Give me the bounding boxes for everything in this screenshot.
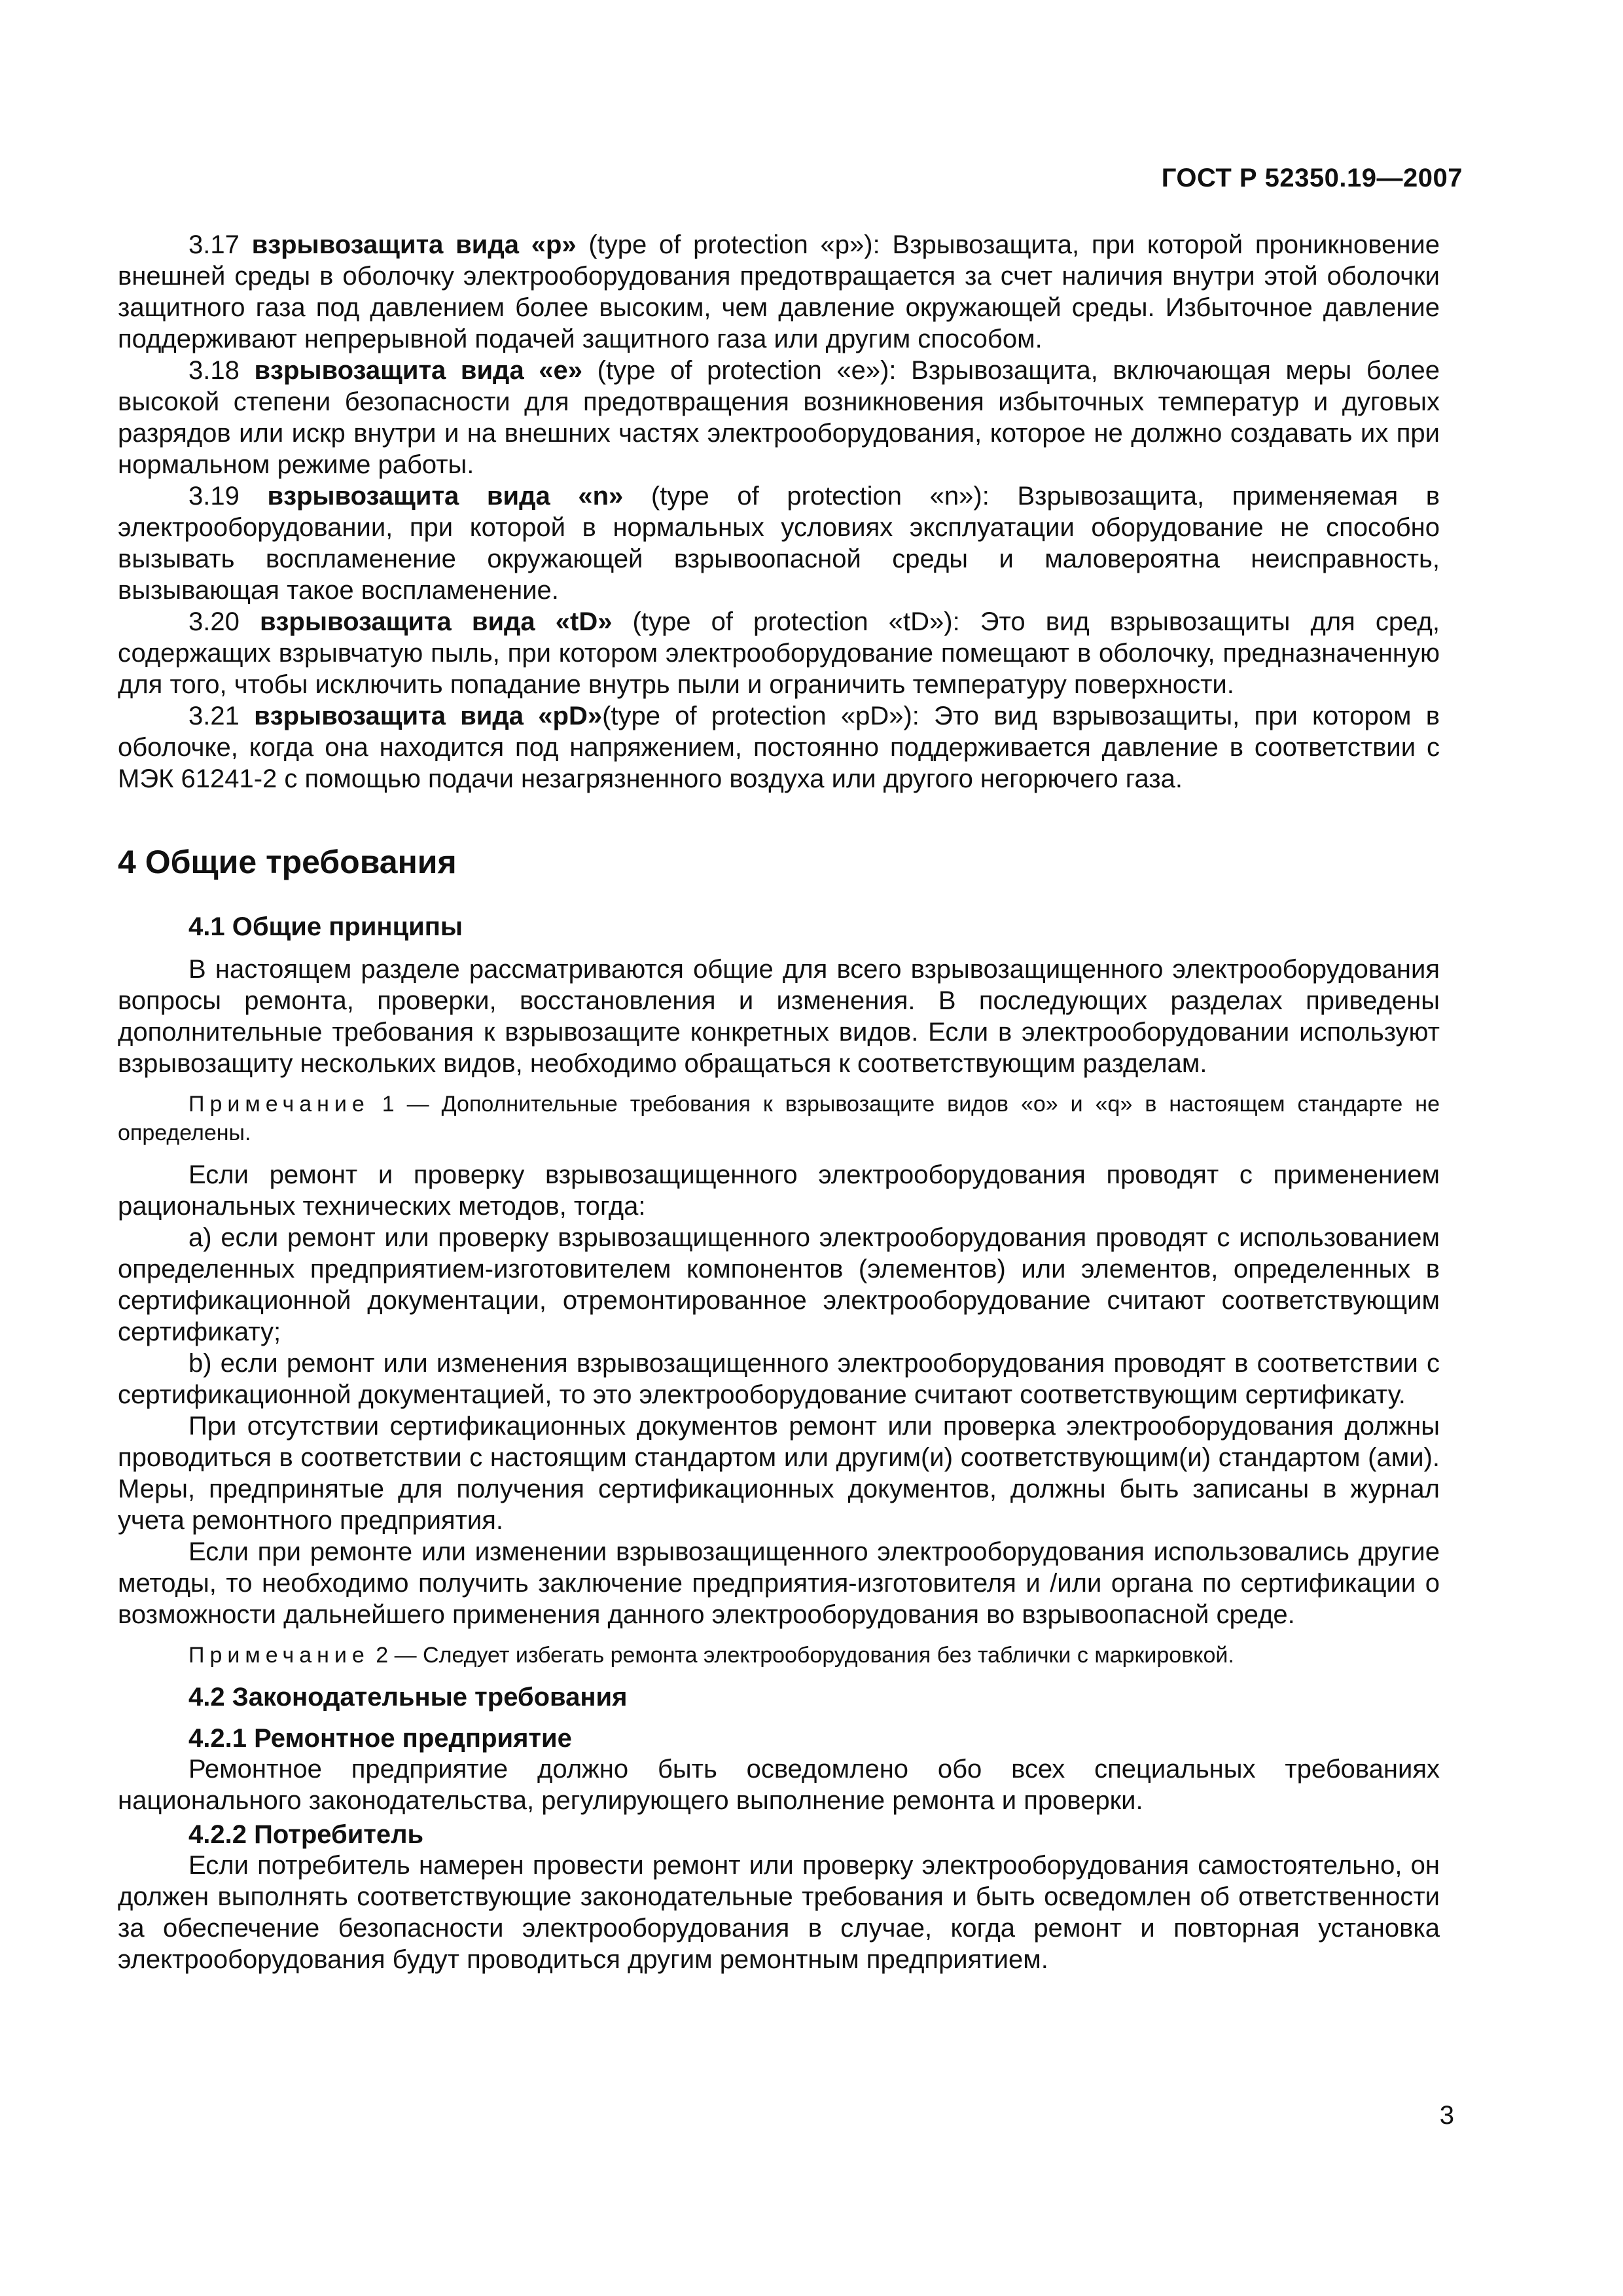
definition-text: (type of protection «n»): Взрывозащита, применяемая в электрооборудовании, при которой в нормальных условиях эксплуатации оборудование не способно вызывать воспламенение окружающей взрывоопасной среды и маловероятна неисправность, вызывающая такое воспламенение.: [118, 482, 1440, 605]
document-code: ГОСТ Р 52350.19—2007: [1161, 164, 1463, 192]
definition-text: (type of protection «е»): Взрывозащита, включающая меры более высокой степени безопасности для предотвращения возникновения избыточных температур и дуговых разрядов или искр внутри и на внешних частях электрооборудования, которое не должно создавать их при нормальном режиме работы.: [118, 356, 1440, 479]
note-text: 1 — Дополнительные требования к взрывозащите видов «о» и «q» в настоящем стандарте не определены.: [118, 1092, 1440, 1145]
note-label: Примечание: [188, 1092, 370, 1117]
definition-3-21: [118, 700, 1440, 795]
note-label: Примечание: [188, 1643, 370, 1668]
definition-3-19: [118, 480, 1440, 606]
paragraph: Если при ремонте или изменении взрывозащищенного электрооборудования использовались другие методы, то необходимо получить заключение предприятия-изготовителя и /или органа по сертификации о возможности дальнейшего применения данного электрооборудования во взрывоопасной среде.: [118, 1537, 1440, 1629]
definition-term: взрывозащита вида «n»: [267, 482, 624, 511]
note-text: 2 — Следует избегать ремонта электрооборудования без таблички с маркировкой.: [369, 1643, 1234, 1668]
note-1: [118, 1090, 1440, 1147]
definition-3-18: [118, 355, 1440, 480]
paragraph: При отсутствии сертификационных документов ремонт или проверка электрооборудования должны проводиться в соответствии с настоящим стандартом или другим(и) соответствующим(и) стандартом (ами). Меры, предпринятые для получения сертификационных документов, должны быть записаны в журнал учета ремонтного предприятия.: [118, 1412, 1440, 1535]
definition-term: взрывозащита вида «р»: [251, 230, 577, 259]
paragraph: Если потребитель намерен провести ремонт или проверку электрооборудования самостоятельно, он должен выполнять соответствующие законодательные требования и быть осведомлен об ответственности за обеспечение безопасности электрооборудования в случае, когда ремонт и повторная установка электрооборудования будут проводиться другим ремонтным предприятием.: [118, 1851, 1440, 1974]
definition-term: взрывозащита вида «pD»: [254, 702, 603, 730]
definition-text: (type of protection «р»): Взрывозащита, при которой проникновение внешней среды в оболочку электрооборудования предотвращается за счет наличия внутри этой оболочки защитного газа под давлением более высоким, чем давление окружающей среды. Избыточное давление поддерживают непрерывной подачей защитного газа или другим способом.: [118, 230, 1440, 353]
paragraph: В настоящем разделе рассматриваются общие для всего взрывозащищенного электрооборудования вопросы ремонта, проверки, восстановления и изменения. В последующих разделах приведены дополнительные требования к взрывозащите конкретных видов. Если в электрооборудовании используют взрывозащиту нескольких видов, необходимо обращаться к соответствующим разделам.: [118, 955, 1440, 1078]
list-item-a: a) если ремонт или проверку взрывозащищенного электрооборудования проводят с использованием определенных предприятием-изготовителем компонентов (элементов) или элементов, определенных в сертификационной документации, отремонтированное электрооборудование считают соответствующим сертификату;: [118, 1223, 1440, 1346]
section-4-2-1-title: 4.2.1 Ремонтное предприятие: [188, 1724, 572, 1753]
definition-number: 3.20: [188, 607, 240, 636]
paragraph: Ремонтное предприятие должно быть осведомлено обо всех специальных требованиях национального законодательства, регулирующего выполнение ремонта и проверки.: [118, 1755, 1440, 1815]
section-4-2-title: 4.2 Законодательные требования: [188, 1683, 628, 1712]
definition-number: 3.17: [188, 230, 240, 259]
page-content: [118, 229, 1440, 1975]
definition-text: (type of protection «tD»): Это вид взрывозащиты для сред, содержащих взрывчатую пыль, при котором электрооборудование помещают в оболочку, предназначенную для того, чтобы исключить попадание внутрь пыли и ограничить температуру поверхности.: [118, 607, 1440, 699]
definition-number: 3.19: [188, 482, 240, 511]
paragraph: Если ремонт и проверку взрывозащищенного электрооборудования проводят с применением рациональных технических методов, тогда:: [118, 1160, 1440, 1221]
note-2: [118, 1641, 1440, 1670]
definition-3-20: [118, 606, 1440, 700]
section-4-1-title: 4.1 Общие принципы: [188, 912, 463, 941]
section-4-2-2-title: 4.2.2 Потребитель: [188, 1820, 424, 1849]
definition-number: 3.18: [188, 356, 240, 385]
list-item-b: b) если ремонт или изменения взрывозащищенного электрооборудования проводят в соответствии с сертификационной документацией, то это электрооборудование считают соответствующим сертификату.: [118, 1349, 1440, 1409]
definition-3-17: [118, 229, 1440, 355]
definition-number: 3.21: [188, 702, 240, 730]
definition-term: взрывозащита вида «tD»: [259, 607, 613, 636]
section-4-title: 4 Общие требования: [118, 844, 457, 880]
page-number: 3: [1439, 2101, 1454, 2130]
definition-text: (type of protection «pD»): Это вид взрывозащиты, при котором в оболочке, когда она находится под напряжением, постоянно поддерживается давление в соответствии с МЭК 61241-2 с помощью подачи незагрязненного воздуха или другого негорючего газа.: [118, 702, 1440, 793]
definition-term: взрывозащита вида «е»: [254, 356, 583, 385]
